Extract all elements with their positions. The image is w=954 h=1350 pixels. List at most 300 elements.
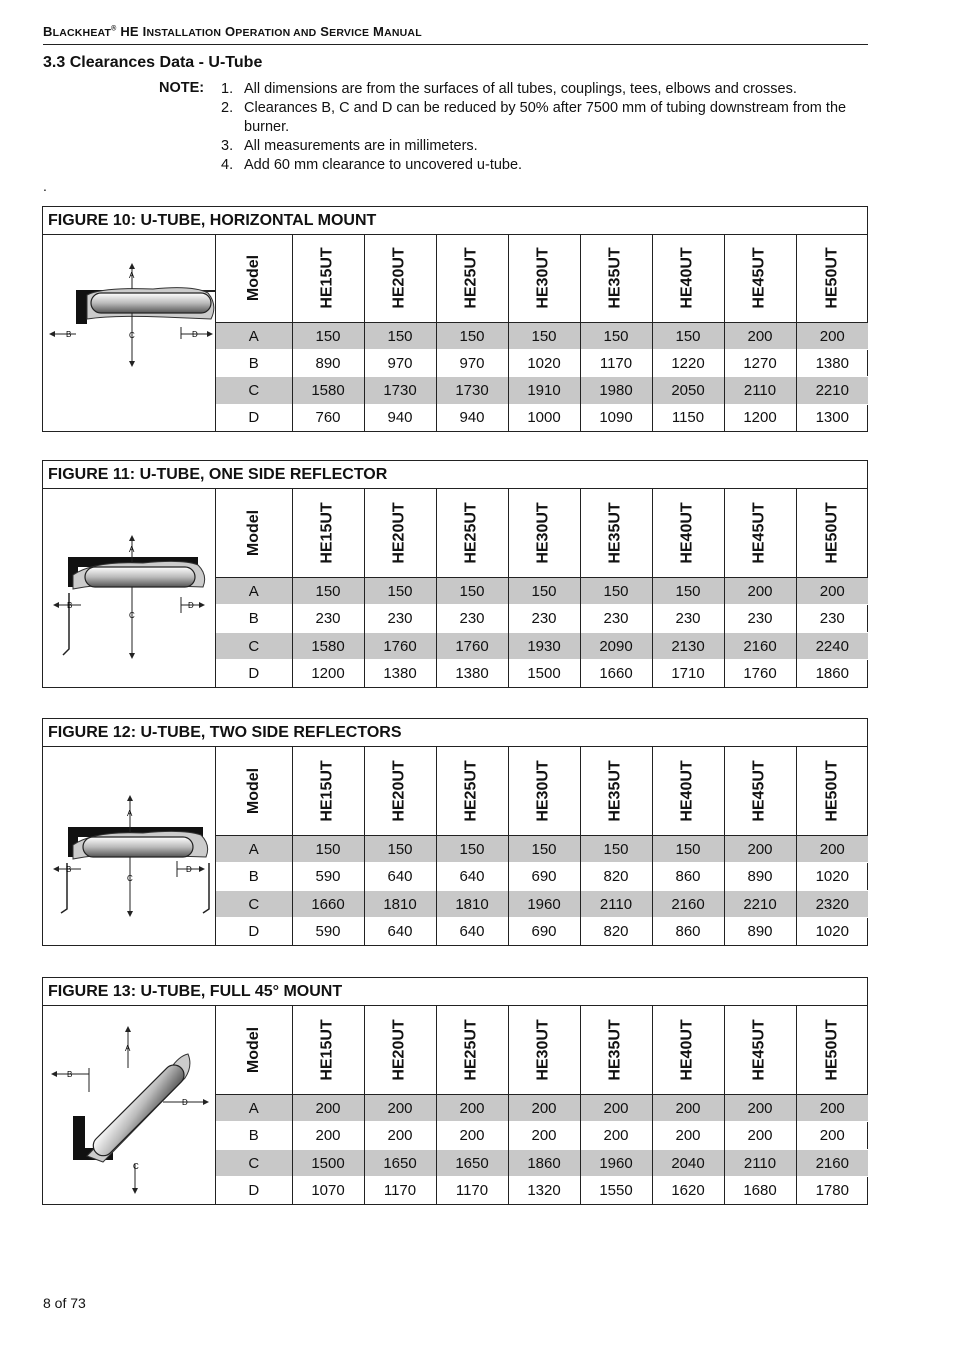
row-label: A	[216, 835, 292, 863]
table-cell: 2110	[724, 1149, 796, 1177]
table-cell: 200	[436, 1094, 508, 1122]
table-cell: 150	[508, 322, 580, 349]
table-row	[216, 404, 868, 431]
table-cell: 150	[436, 835, 508, 863]
clearance-diagram	[43, 747, 216, 945]
table-cell: 640	[364, 918, 436, 945]
table-cell: 150	[436, 577, 508, 605]
column-header	[580, 489, 652, 577]
header-brand-initial: B	[43, 24, 53, 39]
table-cell: 200	[796, 322, 868, 349]
table-cell: 150	[436, 322, 508, 349]
table-cell: 1810	[436, 890, 508, 918]
table-cell: 1810	[364, 890, 436, 918]
figure-12	[42, 718, 868, 946]
table-cell: 1550	[580, 1177, 652, 1204]
page-number: 8 of 73	[43, 1295, 86, 1311]
table-row	[216, 918, 868, 945]
column-header	[216, 747, 292, 835]
svg-text:A: A	[125, 1044, 131, 1053]
table-cell: 690	[508, 863, 580, 891]
column-header	[292, 489, 364, 577]
row-label: D	[216, 1177, 292, 1204]
table-cell: 1270	[724, 350, 796, 377]
table-cell: 590	[292, 863, 364, 891]
row-label: B	[216, 1122, 292, 1150]
table-header-row	[216, 1006, 868, 1094]
table-cell: 200	[292, 1094, 364, 1122]
table-row	[216, 577, 868, 605]
column-header	[796, 1006, 868, 1094]
table-cell: 150	[292, 577, 364, 605]
column-header-label: HE35UT	[606, 247, 624, 310]
header-brand-rest: LACKHEAT	[52, 27, 112, 39]
svg-text:A: A	[127, 809, 133, 818]
table-cell: 230	[796, 605, 868, 633]
column-header	[724, 1006, 796, 1094]
figure-title: FIGURE 13: U-TUBE, FULL 45° MOUNT	[43, 978, 867, 1006]
column-header-label: Model	[244, 1026, 262, 1073]
table-cell: 890	[724, 863, 796, 891]
column-header	[724, 489, 796, 577]
table-cell: 1170	[580, 350, 652, 377]
figure-13	[42, 977, 868, 1205]
table-cell: 200	[796, 835, 868, 863]
column-header-label: HE25UT	[462, 1019, 480, 1081]
row-label: C	[216, 1149, 292, 1177]
table-row	[216, 1094, 868, 1122]
table-cell: 2160	[724, 632, 796, 660]
table-cell: 1660	[580, 660, 652, 687]
row-label: C	[216, 377, 292, 404]
figure-title: FIGURE 10: U-TUBE, HORIZONTAL MOUNT	[43, 207, 867, 235]
section-title: 3.3 Clearances Data - U-Tube	[43, 54, 263, 71]
table-cell: 1650	[364, 1149, 436, 1177]
table-cell: 200	[724, 322, 796, 349]
table-cell: 590	[292, 918, 364, 945]
table-cell: 200	[364, 1122, 436, 1150]
table-cell: 1760	[724, 660, 796, 687]
notes-list	[221, 80, 861, 175]
table-cell: 200	[436, 1122, 508, 1150]
table-row	[216, 660, 868, 687]
row-label: B	[216, 350, 292, 377]
table-cell: 1760	[364, 632, 436, 660]
row-label: D	[216, 660, 292, 687]
row-label: B	[216, 863, 292, 891]
header-word-initial: S	[320, 24, 330, 39]
table-cell: 1620	[652, 1177, 724, 1204]
svg-text:D: D	[188, 601, 194, 610]
table-cell: 1650	[436, 1149, 508, 1177]
table-cell: 640	[436, 918, 508, 945]
table-row	[216, 1149, 868, 1177]
column-header	[580, 747, 652, 835]
figure-body	[43, 235, 867, 431]
svg-text:C: C	[129, 331, 135, 340]
table-cell: 200	[508, 1094, 580, 1122]
table-cell: 200	[724, 577, 796, 605]
column-header-label: HE30UT	[534, 247, 552, 310]
column-header	[436, 235, 508, 322]
column-header	[580, 235, 652, 322]
table-cell: 2110	[724, 377, 796, 404]
table-cell: 2210	[724, 890, 796, 918]
column-header	[508, 747, 580, 835]
table-cell: 1320	[508, 1177, 580, 1204]
header-word-rest: NSTALLATION	[146, 27, 222, 39]
header-word-initial: O	[224, 24, 236, 39]
column-header-label: HE15UT	[318, 1019, 336, 1081]
table-cell: 150	[652, 322, 724, 349]
table-cell: 1380	[364, 660, 436, 687]
table-cell: 1200	[292, 660, 364, 687]
column-header-label: HE45UT	[750, 247, 768, 310]
column-header	[364, 747, 436, 835]
table-cell: 150	[292, 322, 364, 349]
table-cell: 200	[796, 577, 868, 605]
table-cell: 690	[508, 918, 580, 945]
column-header	[364, 1006, 436, 1094]
row-label: A	[216, 1094, 292, 1122]
table-cell: 820	[580, 863, 652, 891]
column-header-label: HE50UT	[823, 502, 841, 564]
table-cell: 1680	[724, 1177, 796, 1204]
column-header-label: HE35UT	[606, 502, 624, 564]
table-cell: 150	[364, 577, 436, 605]
figure-body	[43, 1006, 867, 1204]
table-cell: 200	[364, 1094, 436, 1122]
column-header-label: HE25UT	[462, 247, 480, 310]
header-word-initial: M	[373, 24, 385, 39]
header-word-rest: PERATION AND	[235, 27, 317, 39]
table-header-row	[216, 489, 868, 577]
note-text: Add 60 mm clearance to uncovered u-tube.	[244, 157, 523, 173]
table-cell: 150	[508, 835, 580, 863]
table-cell: 1910	[508, 377, 580, 404]
table-cell: 1500	[292, 1149, 364, 1177]
table-cell: 1860	[508, 1149, 580, 1177]
note-item	[221, 156, 861, 175]
table-row	[216, 863, 868, 891]
figure-body	[43, 489, 867, 687]
header-registered-mark: ®	[111, 25, 117, 33]
column-header-label: HE40UT	[678, 1019, 696, 1081]
row-label: A	[216, 577, 292, 605]
column-header-label: HE20UT	[390, 1019, 408, 1081]
table-cell: 760	[292, 404, 364, 431]
svg-text:A: A	[129, 271, 135, 280]
table-cell: 230	[724, 605, 796, 633]
table-cell: 230	[436, 605, 508, 633]
table-cell: 1170	[364, 1177, 436, 1204]
column-header-label: Model	[244, 509, 262, 556]
column-header	[364, 489, 436, 577]
table-cell: 890	[724, 918, 796, 945]
column-header	[724, 235, 796, 322]
column-header-label: HE35UT	[606, 760, 624, 822]
figure-10	[42, 206, 868, 432]
figure-title: FIGURE 11: U-TUBE, ONE SIDE REFLECTOR	[43, 461, 867, 489]
table-cell: 2240	[796, 632, 868, 660]
table-cell: 1980	[580, 377, 652, 404]
table-cell: 1380	[796, 350, 868, 377]
table-cell: 200	[580, 1122, 652, 1150]
table-cell: 860	[652, 863, 724, 891]
column-header	[436, 489, 508, 577]
table-cell: 1710	[652, 660, 724, 687]
table-cell: 150	[580, 322, 652, 349]
table-cell: 2130	[652, 632, 724, 660]
table-cell: 1020	[796, 918, 868, 945]
table-cell: 1500	[508, 660, 580, 687]
column-header	[652, 489, 724, 577]
table-cell: 940	[436, 404, 508, 431]
svg-text:C: C	[133, 1162, 139, 1171]
table-cell: 890	[292, 350, 364, 377]
column-header	[216, 235, 292, 322]
table-cell: 200	[508, 1122, 580, 1150]
svg-text:B: B	[67, 601, 73, 610]
table-cell: 1860	[796, 660, 868, 687]
table-cell: 820	[580, 918, 652, 945]
column-header-label: HE30UT	[534, 1019, 552, 1081]
column-header-label: HE45UT	[750, 1019, 768, 1081]
column-header	[508, 235, 580, 322]
svg-text:D: D	[182, 1098, 188, 1107]
table-row	[216, 835, 868, 863]
table-row	[216, 322, 868, 349]
table-cell: 970	[436, 350, 508, 377]
table-cell: 1780	[796, 1177, 868, 1204]
table-row	[216, 632, 868, 660]
column-header-label: HE50UT	[823, 247, 841, 310]
table-cell: 1170	[436, 1177, 508, 1204]
clearance-table	[216, 235, 868, 431]
table-cell: 200	[580, 1094, 652, 1122]
table-cell: 2040	[652, 1149, 724, 1177]
table-cell: 1960	[580, 1149, 652, 1177]
table-cell: 940	[364, 404, 436, 431]
column-header	[796, 235, 868, 322]
note-number: 4.	[221, 157, 234, 173]
table-cell: 2320	[796, 890, 868, 918]
table-cell: 230	[580, 605, 652, 633]
column-header	[364, 235, 436, 322]
clearance-table	[216, 1006, 868, 1204]
table-cell: 1930	[508, 632, 580, 660]
note-item	[221, 99, 861, 137]
table-cell: 230	[652, 605, 724, 633]
table-cell: 1300	[796, 404, 868, 431]
table-cell: 2050	[652, 377, 724, 404]
row-label: C	[216, 632, 292, 660]
column-header-label: HE20UT	[390, 760, 408, 822]
table-cell: 150	[652, 835, 724, 863]
figure-body	[43, 747, 867, 945]
column-header	[508, 1006, 580, 1094]
table-cell: 1730	[436, 377, 508, 404]
column-header	[724, 747, 796, 835]
table-cell: 150	[364, 835, 436, 863]
table-cell: 1760	[436, 632, 508, 660]
column-header-label: HE15UT	[318, 760, 336, 822]
table-cell: 150	[508, 577, 580, 605]
column-header-label: HE45UT	[750, 760, 768, 822]
table-cell: 2090	[580, 632, 652, 660]
row-label: D	[216, 404, 292, 431]
table-cell: 2160	[796, 1149, 868, 1177]
column-header-label: HE20UT	[390, 502, 408, 564]
table-cell: 230	[508, 605, 580, 633]
table-cell: 1020	[508, 350, 580, 377]
column-header-label: Model	[244, 255, 262, 302]
table-cell: 1580	[292, 377, 364, 404]
column-header-label: HE15UT	[318, 502, 336, 564]
row-label: C	[216, 890, 292, 918]
table-cell: 200	[796, 1122, 868, 1150]
table-cell: 1960	[508, 890, 580, 918]
table-row	[216, 890, 868, 918]
table-cell: 1200	[724, 404, 796, 431]
clearance-table	[216, 747, 868, 945]
table-cell: 150	[292, 835, 364, 863]
column-header	[508, 489, 580, 577]
running-header	[43, 24, 868, 45]
table-row	[216, 377, 868, 404]
column-header	[796, 489, 868, 577]
column-header	[216, 489, 292, 577]
note-item	[221, 137, 861, 156]
table-cell: 970	[364, 350, 436, 377]
table-cell: 1020	[796, 863, 868, 891]
clearance-table	[216, 489, 868, 687]
column-header	[652, 747, 724, 835]
svg-text:B: B	[66, 865, 72, 874]
header-word-initial: I	[142, 24, 147, 39]
column-header	[796, 747, 868, 835]
svg-text:D: D	[186, 865, 192, 874]
table-cell: 860	[652, 918, 724, 945]
table-cell: 1660	[292, 890, 364, 918]
column-header-label: HE40UT	[678, 760, 696, 822]
table-header-row	[216, 747, 868, 835]
column-header	[652, 1006, 724, 1094]
table-cell: 640	[436, 863, 508, 891]
table-cell: 200	[292, 1122, 364, 1150]
note-text: Clearances B, C and D can be reduced by 50% after 7500 mm of tubing downstream from the burner.	[244, 100, 847, 135]
table-cell: 1150	[652, 404, 724, 431]
column-header	[292, 1006, 364, 1094]
table-row	[216, 350, 868, 377]
table-cell: 2110	[580, 890, 652, 918]
column-header	[292, 747, 364, 835]
figure-11	[42, 460, 868, 688]
table-cell: 200	[724, 1094, 796, 1122]
svg-text:C: C	[129, 611, 135, 620]
column-header-label: HE50UT	[823, 760, 841, 822]
row-label: D	[216, 918, 292, 945]
column-header-label: Model	[244, 767, 262, 814]
header-he: HE	[116, 24, 143, 39]
column-header-label: HE25UT	[462, 502, 480, 564]
table-row	[216, 1122, 868, 1150]
table-cell: 1580	[292, 632, 364, 660]
column-header-label: HE40UT	[678, 247, 696, 310]
svg-text:B: B	[66, 330, 72, 339]
note-label: NOTE:	[159, 80, 205, 96]
column-header	[580, 1006, 652, 1094]
table-cell: 2160	[652, 890, 724, 918]
note-number: 2.	[221, 100, 234, 116]
table-cell: 200	[724, 1122, 796, 1150]
column-header-label: HE45UT	[750, 502, 768, 564]
header-word-rest: ERVICE	[329, 27, 370, 39]
column-header	[436, 747, 508, 835]
column-header-label: HE30UT	[534, 502, 552, 564]
header-word-rest: ANUAL	[384, 27, 422, 39]
note-item	[221, 80, 861, 99]
table-cell: 200	[652, 1122, 724, 1150]
table-cell: 230	[292, 605, 364, 633]
table-cell: 1090	[580, 404, 652, 431]
table-cell: 230	[364, 605, 436, 633]
column-header	[216, 1006, 292, 1094]
column-header-label: HE25UT	[462, 760, 480, 822]
column-header-label: HE50UT	[823, 1019, 841, 1081]
row-label: B	[216, 605, 292, 633]
note-number: 1.	[221, 81, 234, 97]
table-cell: 200	[652, 1094, 724, 1122]
table-cell: 150	[580, 577, 652, 605]
table-cell: 1730	[364, 377, 436, 404]
table-cell: 640	[364, 863, 436, 891]
note-text: All measurements are in millimeters.	[244, 138, 478, 154]
clearance-diagram	[43, 235, 216, 431]
clearance-diagram	[43, 1006, 216, 1204]
table-cell: 1070	[292, 1177, 364, 1204]
stray-dot: .	[43, 178, 47, 194]
column-header-label: HE15UT	[318, 247, 336, 310]
figure-title: FIGURE 12: U-TUBE, TWO SIDE REFLECTORS	[43, 719, 867, 747]
note-text: All dimensions are from the surfaces of all tubes, couplings, tees, elbows and crosses.	[244, 81, 797, 97]
column-header	[436, 1006, 508, 1094]
table-cell: 150	[580, 835, 652, 863]
column-header-label: HE35UT	[606, 1019, 624, 1081]
table-cell: 2210	[796, 377, 868, 404]
table-header-row	[216, 235, 868, 322]
table-cell: 1000	[508, 404, 580, 431]
table-cell: 200	[796, 1094, 868, 1122]
row-label: A	[216, 322, 292, 349]
svg-text:D: D	[192, 330, 198, 339]
table-cell: 150	[652, 577, 724, 605]
column-header-label: HE20UT	[390, 247, 408, 310]
svg-text:B: B	[67, 1070, 73, 1079]
table-cell: 1380	[436, 660, 508, 687]
note-number: 3.	[221, 138, 234, 154]
table-cell: 1220	[652, 350, 724, 377]
table-row	[216, 605, 868, 633]
svg-text:C: C	[127, 874, 133, 883]
table-cell: 200	[724, 835, 796, 863]
column-header	[292, 235, 364, 322]
svg-text:A: A	[129, 545, 135, 554]
column-header-label: HE30UT	[534, 760, 552, 822]
column-header	[652, 235, 724, 322]
table-row	[216, 1177, 868, 1204]
clearance-diagram	[43, 489, 216, 687]
